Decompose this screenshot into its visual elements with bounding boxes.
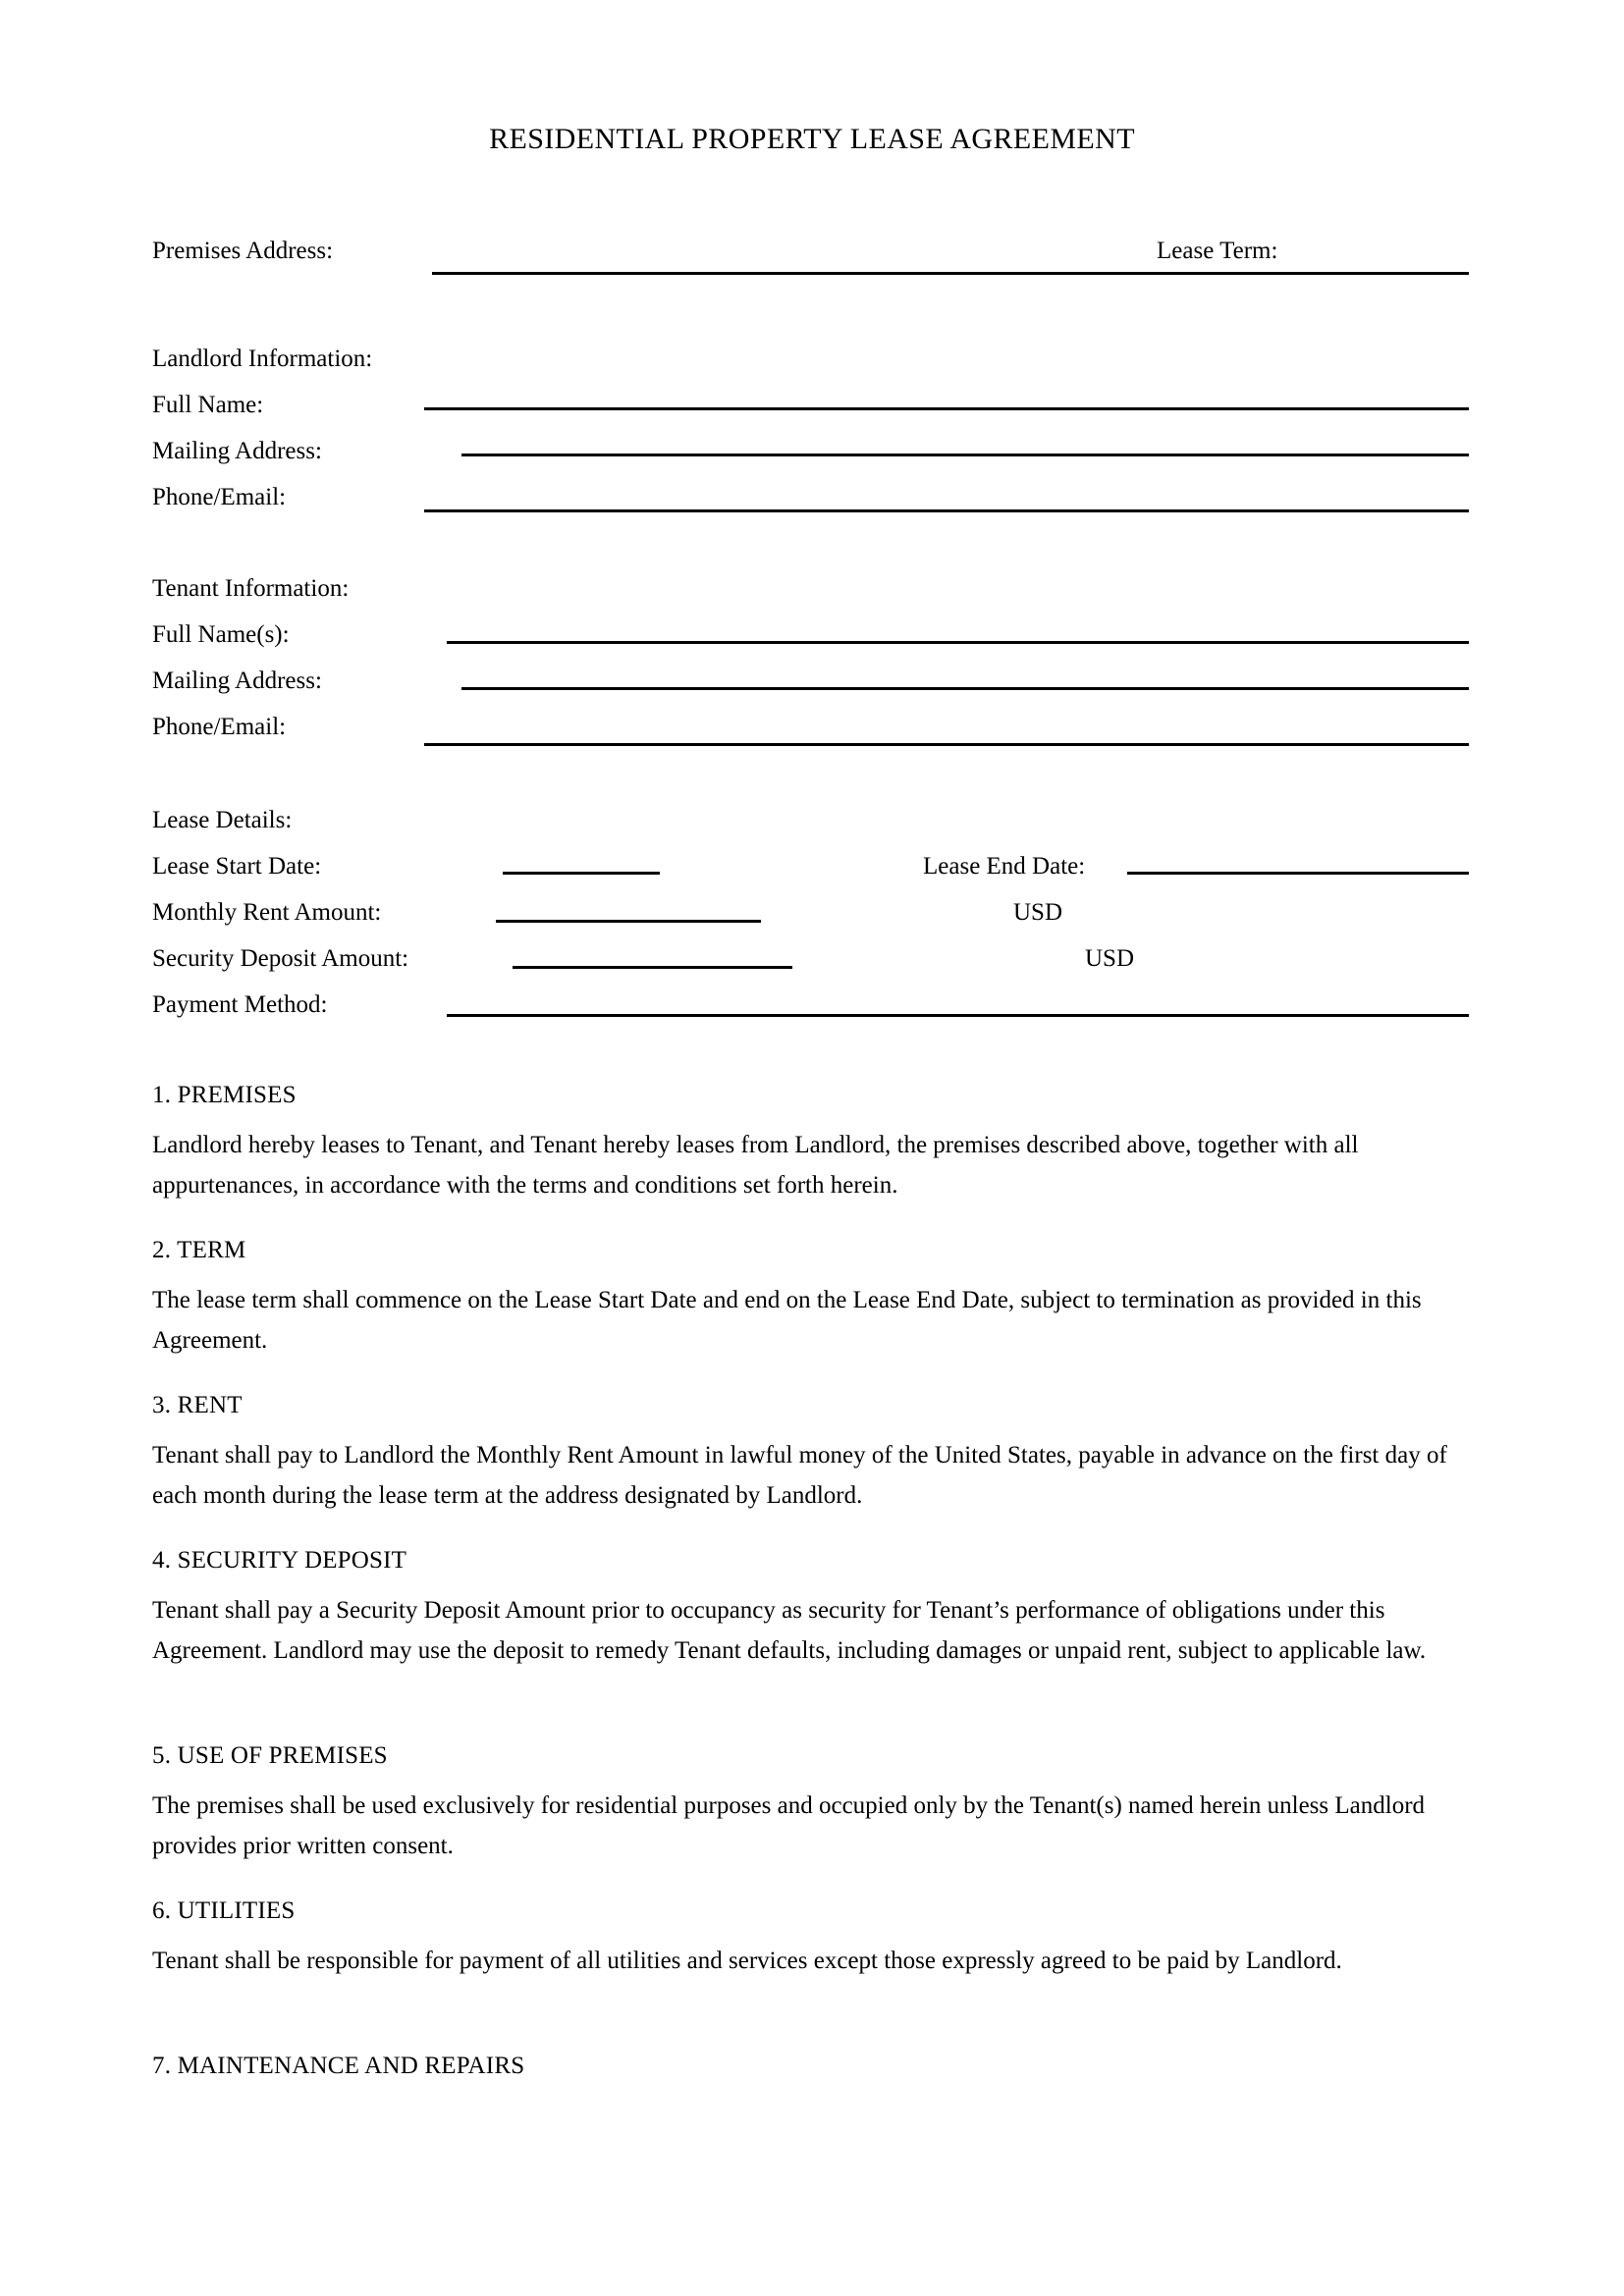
security-deposit-amount-label: Security Deposit Amount: (152, 945, 409, 972)
security-deposit-amount-input-line[interactable] (513, 966, 792, 969)
tenant-phone-email-input-line[interactable] (424, 743, 1469, 746)
page-title: RESIDENTIAL PROPERTY LEASE AGREEMENT (489, 123, 1135, 155)
payment-method-label: Payment Method: (152, 991, 328, 1018)
landlord-mailing-address-label: Mailing Address: (152, 438, 322, 464)
lease-start-date-input-line[interactable] (503, 872, 660, 875)
landlord-phone-email-input-line[interactable] (424, 509, 1469, 512)
section-body-term: The lease term shall commence on the Lease Start Date and end on the Lease End Date, subject to termination as provided in this Agreement. (152, 1287, 1422, 1354)
premises-address-label: Premises Address: (152, 238, 334, 264)
monthly-rent-amount-label: Monthly Rent Amount: (152, 899, 382, 926)
lease-start-date-label: Lease Start Date: (152, 853, 322, 880)
lease-end-date-input-line[interactable] (1127, 872, 1469, 875)
section-heading-security-deposit: 4. SECURITY DEPOSIT (152, 1547, 407, 1574)
lease-term-label: Lease Term: (1157, 238, 1278, 264)
tenant-full-names-label: Full Name(s): (152, 621, 290, 648)
lease-end-date-label: Lease End Date: (923, 853, 1086, 880)
payment-method-input-line[interactable] (447, 1014, 1469, 1017)
section-body-security-deposit: Tenant shall pay a Security Deposit Amount prior to occupancy as security for Tenant’s performance of obligations under this Agreement. Landlord may use the deposit to remedy Tenant defaults, including damages or unpaid rent, subject to applicable law. (152, 1597, 1427, 1664)
premises-address-input-line[interactable] (432, 272, 1469, 275)
monthly-rent-amount-input-line[interactable] (496, 920, 761, 923)
tenant-mailing-address-input-line[interactable] (461, 687, 1469, 690)
security-deposit-currency-label: USD (1085, 945, 1135, 972)
section-body-utilities: Tenant shall be responsible for payment of all utilities and services except those expressly agreed to be paid by Landlord. (152, 1948, 1342, 1974)
section-heading-use-of-premises: 5. USE OF PREMISES (152, 1742, 388, 1769)
tenant-information-heading: Tenant Information: (152, 575, 350, 602)
section-heading-term: 2. TERM (152, 1237, 246, 1263)
landlord-full-name-input-line[interactable] (424, 407, 1469, 410)
landlord-full-name-label: Full Name: (152, 392, 264, 418)
landlord-mailing-address-input-line[interactable] (461, 454, 1469, 456)
lease-details-heading: Lease Details: (152, 807, 293, 833)
section-body-premises: Landlord hereby leases to Tenant, and Tenant hereby leases from Landlord, the premises described above, together with all appurtenances, in accordance with the terms and conditions set forth herein. (152, 1132, 1359, 1199)
tenant-phone-email-label: Phone/Email: (152, 714, 287, 740)
monthly-rent-currency-label: USD (1013, 899, 1063, 926)
section-body-use-of-premises: The premises shall be used exclusively for residential purposes and occupied only by the Tenant(s) named herein unless Landlord provides prior written consent. (152, 1792, 1426, 1859)
section-heading-utilities: 6. UTILITIES (152, 1897, 296, 1924)
landlord-information-heading: Landlord Information: (152, 346, 373, 372)
landlord-phone-email-label: Phone/Email: (152, 484, 287, 510)
section-heading-maintenance-and-repairs: 7. MAINTENANCE AND REPAIRS (152, 2053, 525, 2079)
section-body-rent: Tenant shall pay to Landlord the Monthly Rent Amount in lawful money of the United States, payable in advance on the first day of each month during the lease term at the address designated by Landlord. (152, 1442, 1447, 1509)
section-heading-rent: 3. RENT (152, 1392, 243, 1418)
tenant-mailing-address-label: Mailing Address: (152, 667, 322, 694)
tenant-full-names-input-line[interactable] (447, 641, 1469, 644)
section-heading-premises: 1. PREMISES (152, 1082, 297, 1108)
